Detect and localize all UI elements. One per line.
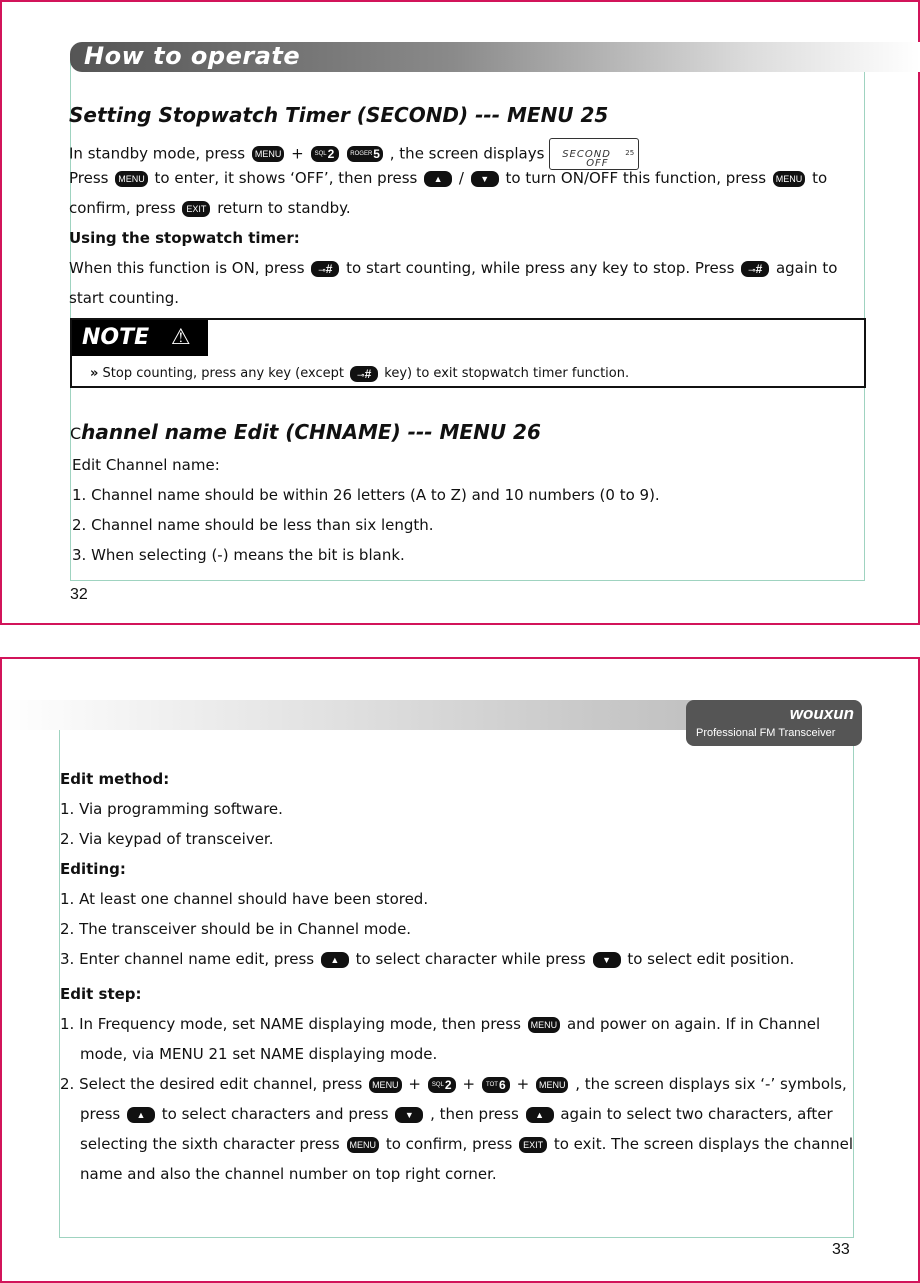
text: C (70, 424, 82, 443)
down-key-icon: ▼ (395, 1107, 423, 1123)
text: confirm, press (69, 199, 176, 217)
text: , the screen displays six ‘-’ symbols, (575, 1075, 847, 1093)
up-key-icon: ▲ (321, 952, 349, 968)
menu-key-icon: MENU (347, 1137, 380, 1153)
chname-line-2: 1. Channel name should be within 26 letters (A to Z) and 10 numbers (0 to 9). (72, 486, 660, 504)
brand-name: wouxun (789, 704, 854, 723)
editing-heading: Editing: (60, 860, 126, 878)
note-header (72, 320, 208, 356)
text: to exit. The screen displays the channel (553, 1135, 853, 1153)
text: key) to exit stopwatch timer function. (384, 366, 630, 381)
text: , the screen displays (389, 144, 545, 163)
using-heading: Using the stopwatch timer: (69, 229, 300, 247)
note-title: NOTE (82, 325, 150, 350)
text: to enter, it shows ‘OFF’, then press (154, 169, 418, 187)
menu-key-icon: MENU (115, 171, 148, 187)
text: + (462, 1075, 476, 1093)
lcd-line-2: OFF (586, 158, 609, 169)
text: / (458, 169, 464, 187)
chname-line-4: 3. When selecting (-) means the bit is blank. (72, 546, 405, 564)
key-hash-key-icon: ⊸# (741, 261, 769, 277)
chname-title (70, 420, 541, 444)
stopwatch-line-2 (69, 168, 827, 188)
edit-step-1b: mode, via MENU 21 set NAME displaying mode. (80, 1045, 438, 1063)
text: again to (775, 259, 838, 277)
page-32 (0, 0, 920, 625)
text: to select character while press (355, 950, 586, 968)
warning-icon: ⚠ (170, 325, 191, 350)
text: and power on again. If in Channel (566, 1015, 821, 1033)
stopwatch-line-3 (69, 198, 351, 218)
text: selecting the sixth character press (80, 1135, 340, 1153)
exit-key-icon: EXIT (182, 201, 210, 217)
edit-step-2a (60, 1074, 847, 1094)
lcd-line-1: SECOND (562, 149, 611, 160)
text: to confirm, press (385, 1135, 513, 1153)
edit-step-1a (60, 1014, 820, 1034)
stopwatch-line-1 (69, 138, 639, 170)
text: 3. Enter channel name edit, press (60, 950, 315, 968)
menu-key-icon: MENU (369, 1077, 402, 1093)
text: to start counting, while press any key to stop. Press (346, 259, 735, 277)
edit-method-1: 1. Via programming software. (60, 800, 283, 818)
lcd-display-icon (549, 138, 639, 170)
edit-method-2: 2. Via keypad of transceiver. (60, 830, 274, 848)
text: to turn ON/OFF this function, press (505, 169, 767, 187)
header-title: How to operate (84, 42, 301, 70)
edit-step-2b (80, 1104, 833, 1124)
text: Press (69, 169, 109, 187)
content-frame (59, 717, 854, 1238)
stopwatch-title: Setting Stopwatch Timer (SECOND) --- MENU 25 (69, 103, 609, 127)
editing-2: 2. The transceiver should be in Channel mode. (60, 920, 412, 938)
up-key-icon: ▲ (526, 1107, 554, 1123)
sql-2-key-icon: $^{SQL}$2 (428, 1077, 456, 1093)
chname-line-1: Edit Channel name: (72, 456, 220, 474)
text: to select edit position. (627, 950, 795, 968)
chevron-right-icon: » (90, 366, 99, 381)
text: In standby mode, press (69, 144, 246, 163)
text: to (812, 169, 828, 187)
roger-5-key-icon: $^{ROGER}$5 (347, 146, 383, 162)
page-33 (0, 657, 920, 1283)
sql-2-key-icon: $^{SQL}$2 (311, 146, 339, 162)
up-key-icon: ▲ (424, 171, 452, 187)
down-key-icon: ▼ (593, 952, 621, 968)
up-key-icon: ▲ (127, 1107, 155, 1123)
text: Stop counting, press any key (except (102, 366, 344, 381)
brand-tagline: Professional FM Transceiver (696, 727, 836, 739)
text: return to standby. (217, 199, 351, 217)
text: press (80, 1105, 121, 1123)
chname-line-3: 2. Channel name should be less than six length. (72, 516, 434, 534)
menu-key-icon: MENU (252, 146, 285, 162)
text: + (291, 144, 304, 163)
page-number: 32 (70, 586, 88, 603)
text: + (516, 1075, 530, 1093)
text: hannel name Edit (CHNAME) --- MENU 26 (81, 420, 541, 444)
header-bar (2, 700, 782, 730)
edit-method-heading: Edit method: (60, 770, 170, 788)
tot-6-key-icon: $^{TOT}$6 (482, 1077, 510, 1093)
down-key-icon: ▼ (471, 171, 499, 187)
edit-step-2d: name and also the channel number on top right corner. (80, 1165, 497, 1183)
edit-step-2c (80, 1134, 853, 1154)
text: 2. Select the desired edit channel, press (60, 1075, 363, 1093)
key-hash-key-icon: ⊸# (311, 261, 339, 277)
text: again to select two characters, after (560, 1105, 833, 1123)
note-text (90, 364, 629, 384)
note-box (70, 318, 866, 388)
text: 1. In Frequency mode, set NAME displaying mode, then press (60, 1015, 521, 1033)
stopwatch-line-6: start counting. (69, 289, 179, 307)
stopwatch-line-5 (69, 258, 837, 278)
text: to select characters and press (161, 1105, 389, 1123)
text: , then press (430, 1105, 519, 1123)
text: When this function is ON, press (69, 259, 305, 277)
brand-logo (686, 700, 862, 746)
page-number: 33 (832, 1241, 850, 1258)
editing-1: 1. At least one channel should have been stored. (60, 890, 429, 908)
menu-key-icon: MENU (536, 1077, 569, 1093)
key-hash-key-icon: ⊸# (350, 366, 378, 382)
text: + (408, 1075, 421, 1093)
menu-key-icon: MENU (528, 1017, 561, 1033)
menu-key-icon: MENU (773, 171, 806, 187)
editing-3 (60, 949, 794, 969)
lcd-number: 25 (625, 149, 635, 157)
exit-key-icon: EXIT (519, 1137, 547, 1153)
edit-step-heading: Edit step: (60, 985, 142, 1003)
